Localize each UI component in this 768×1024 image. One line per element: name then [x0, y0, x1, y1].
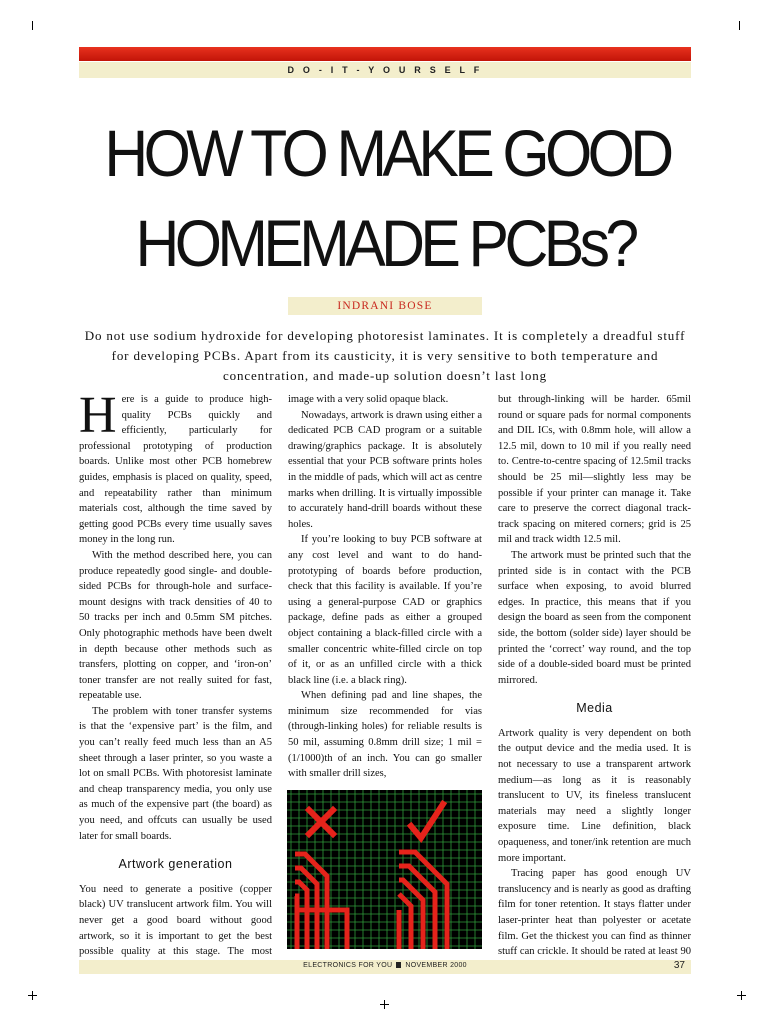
page-number: 37: [673, 960, 685, 971]
paragraph: You need to generate a positive (copper black) UV translucent artwork film. You will never get a good board without good artwork, so it is important to get the best possible quality at this stage. The most: [79, 883, 272, 958]
column-3: [498, 392, 691, 975]
paragraph: Nowadays, artwork is drawn using either a dedicated PCB CAD program or a suitable drawing/graphics package. It is absolutely essential that your PCB software prints holes in the middle of pads, which will act as centre marks when drilling. It is virtually impossible to accurately hand-drill boards without these holes.: [288, 409, 482, 530]
track-bad: [295, 896, 297, 949]
section-label: D O - I T - Y O U R S E L F: [287, 65, 483, 75]
crop-mark: [32, 21, 33, 30]
magazine-name: ELECTRONICS FOR YOU: [303, 962, 393, 969]
column-1: [79, 387, 272, 975]
figure-marks: [309, 804, 443, 838]
article-title-line-1: HOW TO MAKE GOOD: [104, 116, 670, 190]
paragraph: image with a very solid opaque black.: [288, 394, 449, 405]
paragraph: When defining pad and line shapes, the minimum size recommended for vias (through-linking holes) for reliable results is 50 mil, assuming 0.8mm drill size; 1 mil = (1/1000)th of an inch. You can go smaller with smaller drill sizes,: [288, 690, 482, 780]
paragraph: The problem with toner transfer systems is that the ‘expensive part’ is the film, and you can’t really feed much less than an A5 sheet through a laser printer, so you waste a lot on small PCBs. With photoresist laminate and cheap transparency media, you only use as much of the expensive part (the board) as you need, and offcuts can usually be used later for small boards.: [79, 705, 272, 842]
subheading-media: Media: [576, 701, 613, 716]
footer-credit: [79, 962, 691, 969]
section-band: [79, 62, 691, 78]
paragraph: Artwork quality is very dependent on both the output device and the media used. It is not necessary to use a transparent artwork medium—as long as it is reasonably translucent to UV, its fineless translucent materials may need a slightly longer exposure time. Line definition, black opaqueness, and toner/ink retention are much more important.: [498, 727, 691, 864]
crop-mark: [28, 995, 37, 996]
crop-mark: [739, 21, 740, 30]
paragraph: With the method described here, you can produce repeatedly good single- and double-sided PCBs for through-hole and surface-mount designs with track densities of 40 to 50 tracks per inch and 0.5mm SM pitches. Only photographic methods have been dwelt in depth because other methods such as transfers, plotting on copper, and ‘iron-on’ toner transfer are not really suited for fast, repeatable use.: [79, 549, 272, 702]
cross-icon: [309, 810, 333, 834]
subheading-artwork-generation: Artwork generation: [118, 857, 233, 872]
header-red-bar: [79, 47, 691, 61]
paragraph-text: ere is a guide to produce high-quality PCBs quickly and efficiently, particularly for professional prototyping of production boards. Unlike most other PCB homebrew guides, emphasis is placed on quality, speed, and repeatability rather than minimum materials cost, although the time saved by getting good PCBs every time usually saves money in the long run.: [79, 394, 272, 546]
article-title-line-2: HOMEMADE PCBs?: [135, 206, 635, 280]
drop-cap: H: [79, 387, 117, 444]
issue-date: NOVEMBER 2000: [405, 962, 467, 969]
paragraph: but through-linking will be harder. 65mil round or square pads for normal components and DIL ICs, with 0.8mm hole, will allow a 12.5 mil, down to 10 mil if you really need to. Centre-to-centre spacing of 12.5mil tracks should be 25 mil—slightly less may be possible if your printer can manage it. Take care to preserve the correct diagonal track-track spacing on mitered corners; grid is 25 mil and track width 12.5 mil.: [498, 394, 691, 546]
paragraph: Tracing paper has good enough UV translucency and is nearly as good as drafting film for toner retention. It stays flatter under laser-printer heat than polyester or acetate film. Get the thickest you can find as thinner stuff can crickle. It should be rated at least 90: [498, 868, 691, 958]
column-2: [288, 392, 482, 782]
author-band: [288, 297, 482, 315]
author-name: INDRANI BOSE: [337, 300, 433, 312]
standfirst: Do not use sodium hydroxide for developing photoresist laminates. It is completely a dreadful stuff for developing PCBs. Apart from its causticity, it is very sensitive to both temperature and concentration, and made-up solution doesn’t last long: [84, 328, 686, 383]
paragraph: [79, 387, 272, 548]
pcb-track-diagram: [287, 790, 482, 949]
footer-square-icon: [396, 962, 401, 968]
crop-mark: [380, 1004, 389, 1005]
crop-mark: [737, 995, 746, 996]
footer-band: [79, 960, 691, 974]
paragraph: The artwork must be printed such that the printed side is in contact with the PCB surface when exposing, to avoid blurred edges. In practice, this means that if you design the board as seen from the component side, the bottom (solder side) layer should be printed the ‘correct’ way round, and the top side of a double-sided board must be printed mirrored.: [498, 549, 691, 686]
pcb-track-figure: [287, 790, 482, 949]
paragraph: If you’re looking to buy PCB software at any cost level and want to do hand-prototyping of boards before production, check that this facility is available. If you’re using a general-purpose CAD or graphics package, define pads as either a grouped object containing a black-filled circle with a smaller concentric white-filled circle on top of it, or as an unfilled circle with a thick black line (i.e. a black ring).: [288, 534, 482, 686]
